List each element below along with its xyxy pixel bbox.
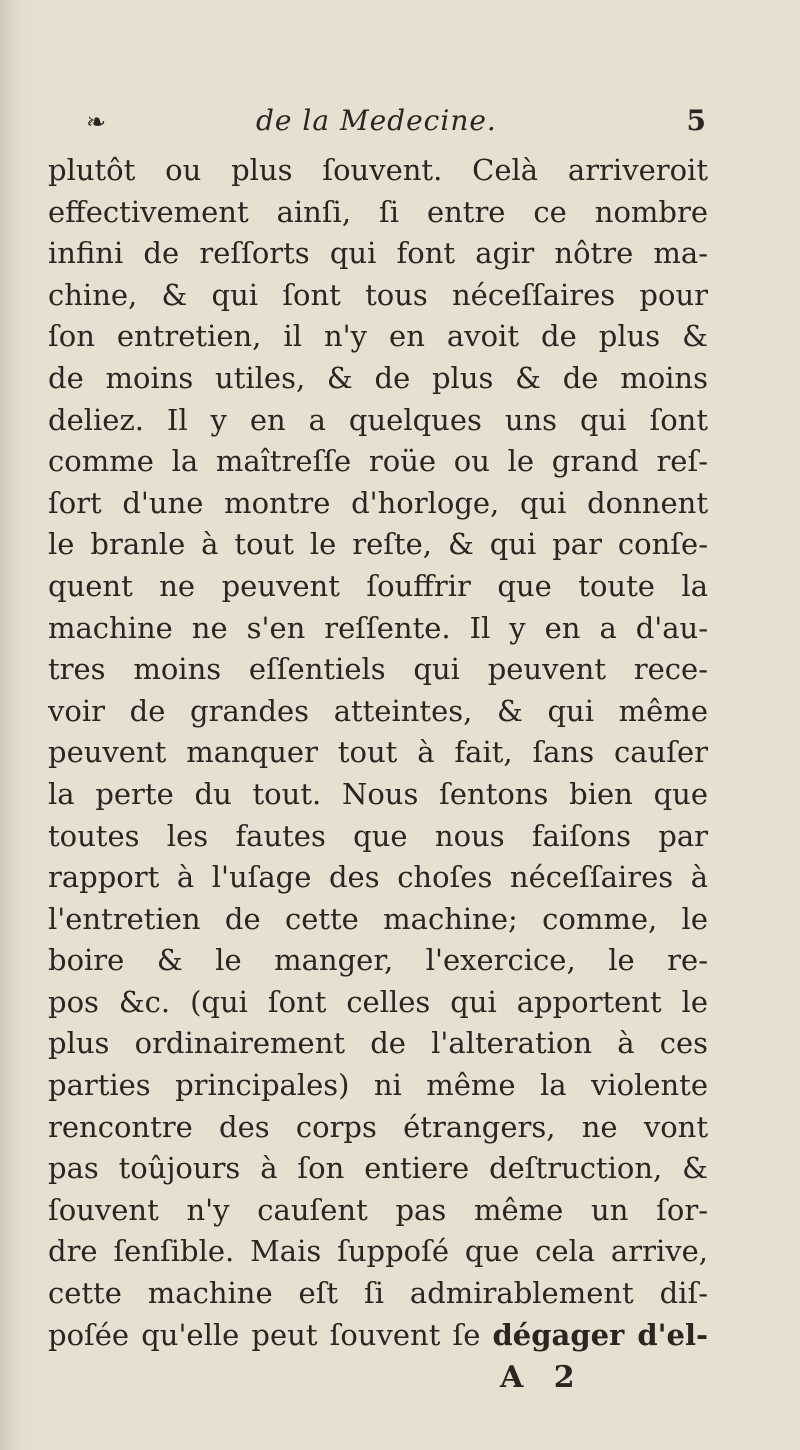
text-line: l'entretien de cette machine; comme, le xyxy=(48,901,708,936)
text-line xyxy=(48,1315,708,1357)
line-head: poſée qu'elle peut ſouvent ſe xyxy=(48,1317,493,1352)
running-title: de la Medecine. xyxy=(256,104,497,137)
text-line: machine ne s'en reſſente. Il y en a d'au- xyxy=(48,610,708,645)
text-line: le branle à tout le reſte, & qui par conſe- xyxy=(48,527,708,562)
ornament-icon: ❧ xyxy=(86,108,107,136)
catchword-signature: A 2 xyxy=(500,1360,585,1395)
line-bold-tail: dégager d'el- xyxy=(492,1317,708,1352)
text-line: quent ne peuvent ſouffrir que toute la xyxy=(48,568,708,603)
text-line: cette machine eſt ſi admirablement diſ- xyxy=(48,1276,708,1311)
text-line: rapport à l'uſage des choſes néceſſaires à xyxy=(48,860,708,895)
text-line: la perte du tout. Nous ſentons bien que xyxy=(48,776,708,811)
text-line: boire & le manger, l'exercice, le re- xyxy=(48,943,708,978)
text-line: toutes les fautes que nous faiſons par xyxy=(48,818,708,853)
page-number: 5 xyxy=(686,104,706,137)
text-line: ſon entretien, il n'y en avoit de plus & xyxy=(48,319,708,354)
text-line: voir de grandes atteintes, & qui même xyxy=(48,693,708,728)
text-line: ſouvent n'y cauſent pas même un ſor- xyxy=(48,1192,708,1227)
text-line: parties principales) ni même la violente xyxy=(48,1068,708,1103)
text-line: tres moins eſſentiels qui peuvent rece- xyxy=(48,652,708,687)
text-line: infini de reſſorts qui font agir nôtre ma- xyxy=(48,236,708,271)
body-text xyxy=(48,150,708,1356)
text-line: pas toûjours à ſon entiere deſtruction, & xyxy=(48,1151,708,1186)
text-line: dre ſenſible. Mais ſuppoſé que cela arrive, xyxy=(48,1234,708,1269)
page-header xyxy=(86,104,706,144)
text-line: deliez. Il y en a quelques uns qui ſont xyxy=(48,402,708,437)
text-line: plutôt ou plus ſouvent. Celà arriveroit xyxy=(48,153,708,187)
text-line: plus ordinairement de l'alteration à ces xyxy=(48,1026,708,1061)
text-line: comme la maîtreſſe roüe ou le grand reſ- xyxy=(48,444,708,479)
text-line: chine, & qui ſont tous néceſſaires pour xyxy=(48,277,708,312)
text-line: pos &c. (qui ſont celles qui apportent le xyxy=(48,984,708,1019)
text-line: de moins utiles, & de plus & de moins xyxy=(48,360,708,395)
text-line: ſort d'une montre d'horloge, qui donnent xyxy=(48,485,708,520)
text-line: rencontre des corps étrangers, ne vont xyxy=(48,1109,708,1144)
text-line: effectivement ainſi, ſi entre ce nombre xyxy=(48,194,708,229)
text-line: peuvent manquer tout à fait, ſans cauſer xyxy=(48,735,708,770)
